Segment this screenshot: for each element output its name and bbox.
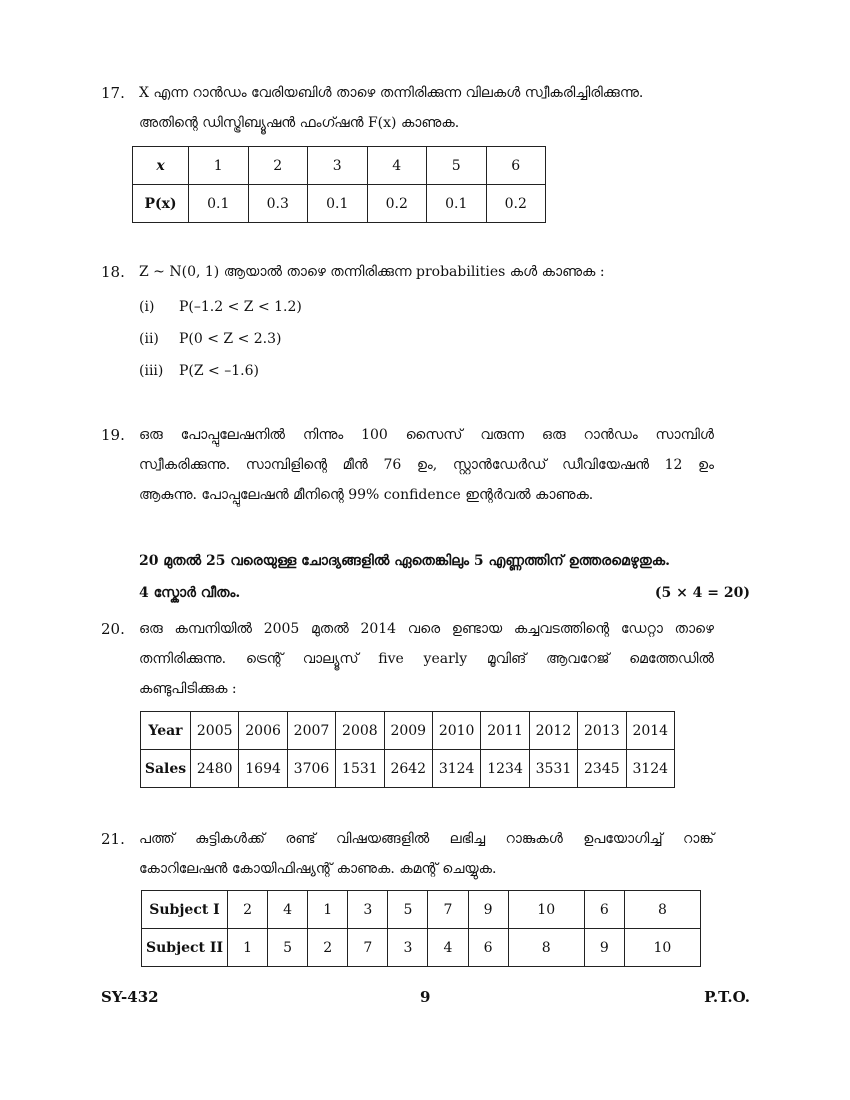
q19-number: 19. bbox=[101, 426, 125, 444]
q19-text-line1: ഒരു പോപ്പുലേഷനിൽ നിന്നും 100 സൈസ് വരുന്ന ഒരു റാൻഡം സാമ്പിൾ bbox=[139, 427, 714, 443]
table-cell: 5 bbox=[388, 891, 428, 929]
row-header-year: Year bbox=[141, 712, 191, 750]
table-cell: 3124 bbox=[432, 750, 480, 788]
table-cell: 3124 bbox=[626, 750, 674, 788]
table-cell: 9 bbox=[584, 929, 624, 967]
table-cell: 1 bbox=[308, 891, 348, 929]
table-cell: 0.1 bbox=[189, 185, 249, 223]
footer-paper-code: SY-432 bbox=[101, 988, 159, 1006]
table-cell: 1 bbox=[189, 147, 249, 185]
table-cell: 8 bbox=[508, 929, 584, 967]
q18-item-2 bbox=[139, 331, 282, 347]
q17-number: 17. bbox=[101, 84, 125, 102]
q18-item-3 bbox=[139, 363, 259, 379]
table-cell: 6 bbox=[584, 891, 624, 929]
table-cell: 9 bbox=[468, 891, 508, 929]
table-cell: 0.2 bbox=[486, 185, 546, 223]
table-cell: 2345 bbox=[578, 750, 626, 788]
section-score-text: 4 സ്കോർ വീതം. bbox=[139, 585, 241, 601]
item-expr: P(Z < –1.6) bbox=[179, 363, 259, 379]
table-row bbox=[142, 929, 701, 967]
table-cell: 10 bbox=[624, 929, 700, 967]
table-cell: 2012 bbox=[529, 712, 577, 750]
table-cell: 6 bbox=[468, 929, 508, 967]
table-cell: 1 bbox=[228, 929, 268, 967]
table-cell: 2011 bbox=[481, 712, 529, 750]
item-expr: P(–1.2 < Z < 1.2) bbox=[179, 299, 302, 315]
item-roman: (ii) bbox=[139, 331, 159, 347]
table-cell: 7 bbox=[348, 929, 388, 967]
row-header-sales: Sales bbox=[141, 750, 191, 788]
table-cell: 2005 bbox=[191, 712, 239, 750]
table-row bbox=[141, 750, 675, 788]
table-cell: 2 bbox=[248, 147, 308, 185]
table-cell: 5 bbox=[427, 147, 487, 185]
section-marks: (5 × 4 = 20) bbox=[654, 585, 750, 601]
row-header-subject-1: Subject I bbox=[142, 891, 228, 929]
row-header-px: P(x) bbox=[133, 185, 189, 223]
q19-text-line2: സ്വീകരിക്കുന്നു. സാമ്പിളിന്റെ മീൻ 76 ഉം, സ്റ്റാൻഡേർഡ് ഡീവിയേഷൻ 12 ഉം bbox=[139, 457, 714, 473]
q17-distribution-table bbox=[132, 146, 546, 223]
q21-number: 21. bbox=[101, 830, 125, 848]
table-cell: 2 bbox=[228, 891, 268, 929]
q21-text-line1: പത്ത് കുട്ടികൾക്ക് രണ്ട് വിഷയങ്ങളിൽ ലഭിച്ച റാങ്കുകൾ ഉപയോഗിച്ച് റാങ്ക് bbox=[139, 831, 714, 847]
table-cell: 0.1 bbox=[427, 185, 487, 223]
q20-text-line1: ഒരു കമ്പനിയിൽ 2005 മുതൽ 2014 വരെ ഉണ്ടായ കച്ചവടത്തിന്റെ ഡേറ്റാ താഴെ bbox=[139, 621, 714, 637]
q17-text-line1: X എന്ന റാൻഡം വേരിയബിൾ താഴെ തന്നിരിക്കുന്ന വിലകൾ സ്വീകരിച്ചിരിക്കുന്നു. bbox=[139, 85, 644, 101]
table-row bbox=[133, 185, 546, 223]
table-cell: 3531 bbox=[529, 750, 577, 788]
table-cell: 0.2 bbox=[367, 185, 427, 223]
q17-text-line2: അതിന്റെ ഡിസ്ട്രിബ്യൂഷൻ ഫംഗ്ഷൻ F(x) കാണുക. bbox=[139, 115, 460, 131]
item-roman: (i) bbox=[139, 299, 155, 315]
table-row bbox=[133, 147, 546, 185]
table-cell: 2006 bbox=[239, 712, 287, 750]
table-cell: 3 bbox=[388, 929, 428, 967]
item-roman: (iii) bbox=[139, 363, 164, 379]
q20-sales-table bbox=[140, 711, 675, 788]
q18-text-line1: Z ~ N(0, 1) ആയാൽ താഴെ തന്നിരിക്കുന്ന probabilities കൾ കാണുക : bbox=[139, 264, 605, 280]
table-cell: 5 bbox=[268, 929, 308, 967]
table-cell: 1234 bbox=[481, 750, 529, 788]
table-cell: 2480 bbox=[191, 750, 239, 788]
q20-text-line2: തന്നിരിക്കുന്നു. ട്രെന്റ് വാല്യൂസ് five yearly മൂവിങ് ആവറേജ് മെത്തേഡിൽ bbox=[139, 651, 714, 667]
q21-rank-table bbox=[141, 890, 701, 967]
table-cell: 2007 bbox=[287, 712, 335, 750]
table-cell: 4 bbox=[367, 147, 427, 185]
q21-text-line2: കോറിലേഷൻ കോയിഫിഷ്യന്റ് കാണുക. കമന്റ് ചെയ്യുക. bbox=[139, 861, 497, 877]
row-header-subject-2: Subject II bbox=[142, 929, 228, 967]
table-cell: 1531 bbox=[336, 750, 384, 788]
item-expr: P(0 < Z < 2.3) bbox=[179, 331, 282, 347]
table-cell: 2014 bbox=[626, 712, 674, 750]
table-cell: 4 bbox=[428, 929, 468, 967]
table-cell: 7 bbox=[428, 891, 468, 929]
table-row bbox=[141, 712, 675, 750]
table-cell: 3 bbox=[308, 147, 368, 185]
table-cell: 6 bbox=[486, 147, 546, 185]
table-cell: 0.1 bbox=[308, 185, 368, 223]
table-cell: 3 bbox=[348, 891, 388, 929]
row-header-x: x bbox=[133, 147, 189, 185]
table-cell: 3706 bbox=[287, 750, 335, 788]
table-cell: 2 bbox=[308, 929, 348, 967]
section-instruction: 20 മുതൽ 25 വരെയുള്ള ചോദ്യങ്ങളിൽ ഏതെങ്കിലും 5 എണ്ണത്തിന് ഉത്തരമെഴുതുക. bbox=[139, 553, 671, 569]
table-cell: 8 bbox=[624, 891, 700, 929]
table-cell: 1694 bbox=[239, 750, 287, 788]
table-cell: 2008 bbox=[336, 712, 384, 750]
footer-page-number: 9 bbox=[420, 988, 431, 1006]
q18-item-1 bbox=[139, 299, 302, 315]
q19-text-line3: ആകുന്നു. പോപ്പുലേഷൻ മീനിന്റെ 99% confidence ഇന്റർവൽ കാണുക. bbox=[139, 487, 594, 503]
q18-number: 18. bbox=[101, 263, 125, 281]
footer-pto: P.T.O. bbox=[704, 988, 750, 1006]
table-cell: 0.3 bbox=[248, 185, 308, 223]
table-cell: 2642 bbox=[384, 750, 432, 788]
table-cell: 4 bbox=[268, 891, 308, 929]
table-cell: 2010 bbox=[432, 712, 480, 750]
q20-number: 20. bbox=[101, 620, 125, 638]
table-cell: 2009 bbox=[384, 712, 432, 750]
q20-text-line3: കണ്ടുപിടിക്കുക : bbox=[139, 681, 237, 697]
table-cell: 2013 bbox=[578, 712, 626, 750]
table-cell: 10 bbox=[508, 891, 584, 929]
table-row bbox=[142, 891, 701, 929]
